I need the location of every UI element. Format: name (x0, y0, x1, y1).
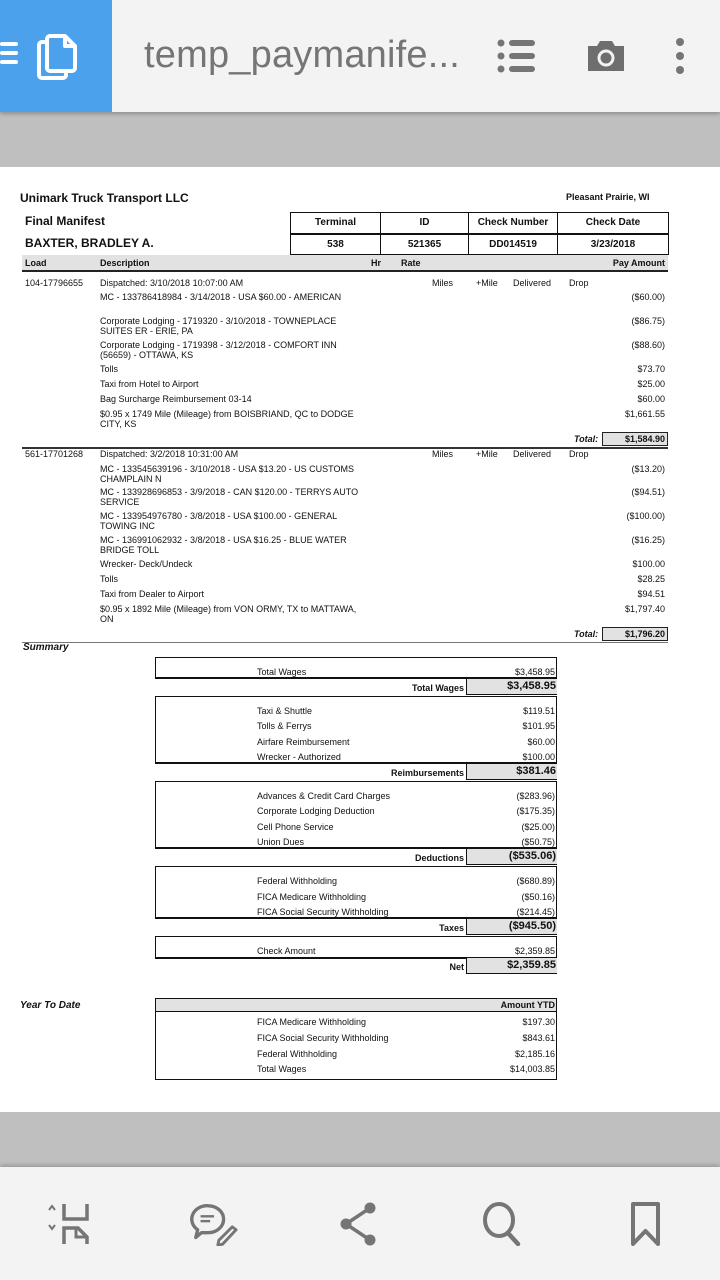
search-icon (481, 1202, 523, 1246)
page-layout-button[interactable] (46, 1200, 94, 1248)
summary-item-label: Taxi & Shuttle (257, 706, 313, 716)
net-total-value: $2,359.85 (466, 958, 557, 974)
ytd-item-label: Total Wages (257, 1064, 307, 1074)
summary-item-value: $60.00 (527, 737, 555, 747)
line-item-desc: Tolls (100, 364, 119, 374)
line-item-desc: Corporate Lodging - 1719320 - 3/10/2018 - TOWNEPLACE SUITES ER - ERIE, PA (100, 316, 337, 336)
company-location: Pleasant Prairie, WI (566, 192, 650, 202)
summary-title: Summary (23, 642, 69, 653)
summary-item-label: Airfare Reimbursement (257, 737, 350, 747)
ytd-item-value: $14,003.85 (509, 1064, 555, 1074)
line-item-amount: $28.25 (637, 574, 665, 584)
line-item-desc: Tolls (100, 574, 119, 584)
net-box (155, 936, 557, 959)
line-item-amount: ($13.20) (631, 464, 665, 474)
search-button[interactable] (478, 1200, 526, 1248)
deductions-total-label: Deductions (414, 853, 464, 863)
menu-icon[interactable] (0, 42, 18, 68)
sub-col-drop: Drop (569, 449, 589, 459)
ytd-header: Amount YTD (156, 999, 556, 1012)
summary-item-label: FICA Social Security Withholding (257, 907, 389, 917)
id-value: 521365 (381, 234, 469, 255)
share-icon (338, 1202, 378, 1246)
document-heading: Final Manifest (25, 214, 106, 228)
taxes-total-label: Taxes (439, 923, 464, 933)
summary-item-value: $2,359.85 (514, 946, 555, 956)
dispatched-time: Dispatched: 3/2/2018 10:31:00 AM (100, 449, 239, 459)
driver-name: BAXTER, BRADLEY A. (25, 236, 154, 250)
documents-panel-toggle[interactable] (0, 0, 112, 112)
line-item-desc: MC - 133545639196 - 3/10/2018 - USA $13.20 - US CUSTOMS CHAMPLAIN N (100, 464, 354, 484)
load-total-label: Total: (574, 629, 599, 639)
sub-col-miles: Miles (432, 449, 454, 459)
camera-button[interactable] (582, 32, 630, 80)
line-item-amount: $73.70 (637, 364, 665, 374)
annotate-button[interactable] (190, 1200, 238, 1248)
sub-col-drop: Drop (569, 278, 589, 288)
sub-col-plus-mile: +Mile (476, 449, 498, 459)
summary-item-value: $119.51 (523, 706, 555, 716)
camera-icon (587, 40, 625, 72)
outline-list-icon (497, 38, 537, 74)
line-item-desc: Bag Surcharge Reimbursement 03-14 (100, 394, 252, 404)
summary-item-label: Federal Withholding (257, 876, 338, 886)
pay-manifest-document (0, 167, 720, 1112)
reimbursements-total-value: $381.46 (466, 764, 557, 780)
outline-list-button[interactable] (493, 32, 541, 80)
col-rate: Rate (401, 258, 421, 268)
summary-item-value: $100.00 (522, 752, 555, 762)
summary-item-label: Union Dues (257, 837, 305, 847)
line-item-amount: $100.00 (632, 559, 665, 569)
summary-item-value: ($50.16) (521, 892, 555, 902)
summary-item-label: Wrecker - Authorized (257, 752, 341, 762)
summary-item-value: $101.95 (522, 721, 555, 731)
line-item-amount: ($60.00) (631, 292, 665, 302)
net-total-label: Net (449, 962, 464, 972)
load-total-value: $1,584.90 (602, 432, 668, 446)
reimbursements-total-label: Reimbursements (390, 768, 464, 778)
bottom-toolbar (0, 1167, 720, 1280)
check-info-table (290, 212, 669, 255)
line-item-amount: ($88.60) (631, 340, 665, 350)
summary-item-value: ($680.89) (516, 876, 555, 886)
line-item-amount: $1,661.55 (624, 409, 665, 419)
check-number-value: DD014519 (469, 234, 558, 255)
col-hr: Hr (371, 258, 382, 268)
documents-icon[interactable] (36, 32, 78, 80)
wages-box (155, 657, 557, 679)
bookmark-icon (630, 1201, 662, 1247)
line-item-amount: $60.00 (637, 394, 665, 404)
sub-col-plus-mile: +Mile (476, 278, 498, 288)
load-total-label: Total: (574, 434, 599, 444)
ytd-item-value: $2,185.16 (514, 1049, 555, 1059)
more-options-button[interactable] (656, 32, 704, 80)
load-number: 561-17701268 (25, 449, 84, 459)
summary-item-value: ($50.75) (521, 837, 555, 847)
terminal-value: 538 (291, 234, 381, 255)
summary-item-label: Corporate Lodging Deduction (257, 806, 375, 816)
summary-item-label: Advances & Credit Card Charges (257, 791, 391, 801)
header-check-number: Check Number (469, 213, 558, 234)
header-id: ID (381, 213, 469, 234)
annotate-comment-icon (190, 1202, 238, 1246)
line-item-desc: Wrecker- Deck/Undeck (100, 559, 193, 569)
summary-item-label: Total Wages (257, 667, 307, 677)
col-load: Load (25, 258, 47, 268)
ytd-item-label: FICA Social Security Withholding (257, 1033, 389, 1043)
dispatched-time: Dispatched: 3/10/2018 10:07:00 AM (100, 278, 244, 288)
taxes-total-value: ($945.50) (466, 919, 557, 935)
ytd-item-value: $197.30 (522, 1017, 555, 1027)
line-item-amount: ($94.51) (631, 487, 665, 497)
line-item-desc: Corporate Lodging - 1719398 - 3/12/2018 - COMFORT INN (56659) - OTTAWA, KS (100, 340, 337, 360)
ytd-item-label: Federal Withholding (257, 1049, 338, 1059)
col-description: Description (100, 258, 150, 268)
load-number: 104-17796655 (25, 278, 84, 288)
line-items-header (22, 255, 668, 272)
line-item-desc: MC - 133928696853 - 3/9/2018 - CAN $120.00 - TERRYS AUTO SERVICE (100, 487, 359, 507)
line-item-desc: Taxi from Dealer to Airport (100, 589, 205, 599)
taxes-box (155, 866, 557, 919)
sub-col-delivered: Delivered (513, 278, 552, 288)
line-item-amount: ($16.25) (631, 535, 665, 545)
line-item-desc: MC - 136991062932 - 3/8/2018 - USA $16.25 - BLUE WATER BRIDGE TOLL (100, 535, 347, 555)
line-item-amount: $25.00 (637, 379, 665, 389)
company-name: Unimark Truck Transport LLC (20, 191, 189, 205)
more-vert-icon (675, 37, 685, 75)
wages-total-label: Total Wages (411, 683, 464, 693)
summary-item-value: ($214.45) (516, 907, 555, 917)
ytd-title: Year To Date (20, 1000, 81, 1011)
sub-col-delivered: Delivered (513, 449, 552, 459)
line-item-desc: $0.95 x 1892 Mile (Mileage) from VON ORMY, TX to MATTAWA, ON (100, 604, 357, 624)
summary-item-label: Tolls & Ferrys (257, 721, 312, 731)
load-total-value: $1,796.20 (602, 627, 668, 641)
line-item-desc: Taxi from Hotel to Airport (100, 379, 199, 389)
line-item-desc: $0.95 x 1749 Mile (Mileage) from BOISBRIAND, QC to DODGE CITY, KS (100, 409, 354, 429)
col-pay-amount: Pay Amount (612, 258, 665, 268)
document-title: temp_paymanife... (144, 34, 461, 76)
bookmark-button[interactable] (622, 1200, 670, 1248)
line-item-amount: $94.51 (637, 589, 665, 599)
ytd-item-label: FICA Medicare Withholding (257, 1017, 367, 1027)
header-terminal: Terminal (291, 213, 381, 234)
ytd-table (155, 998, 557, 1080)
summary-item-value: ($283.96) (516, 791, 555, 801)
line-item-desc: MC - 133786418984 - 3/14/2018 - USA $60.00 - AMERICAN (100, 292, 342, 302)
check-date-value: 3/23/2018 (558, 234, 669, 255)
divider (22, 642, 668, 643)
summary-item-label: Check Amount (257, 946, 316, 956)
share-button[interactable] (334, 1200, 382, 1248)
deductions-box (155, 781, 557, 849)
line-item-amount: ($100.00) (626, 511, 665, 521)
summary-item-label: Cell Phone Service (257, 822, 334, 832)
summary-item-value: ($175.35) (516, 806, 555, 816)
top-app-bar (0, 0, 720, 112)
summary-item-value: ($25.00) (521, 822, 555, 832)
line-item-amount: ($86.75) (631, 316, 665, 326)
page-layout-icon (47, 1202, 93, 1246)
reimbursements-box (155, 696, 557, 764)
line-item-amount: $1,797.40 (624, 604, 665, 614)
wages-total-value: $3,458.95 (466, 679, 557, 695)
deductions-total-value: ($535.06) (466, 849, 557, 865)
ytd-item-value: $843.61 (522, 1033, 555, 1043)
line-item-desc: MC - 133954976780 - 3/8/2018 - USA $100.00 - GENERAL TOWING INC (100, 511, 337, 531)
summary-item-value: $3,458.95 (514, 667, 555, 677)
summary-item-label: FICA Medicare Withholding (257, 892, 367, 902)
sub-col-miles: Miles (432, 278, 454, 288)
pdf-page[interactable] (0, 167, 720, 1112)
header-check-date: Check Date (558, 213, 669, 234)
